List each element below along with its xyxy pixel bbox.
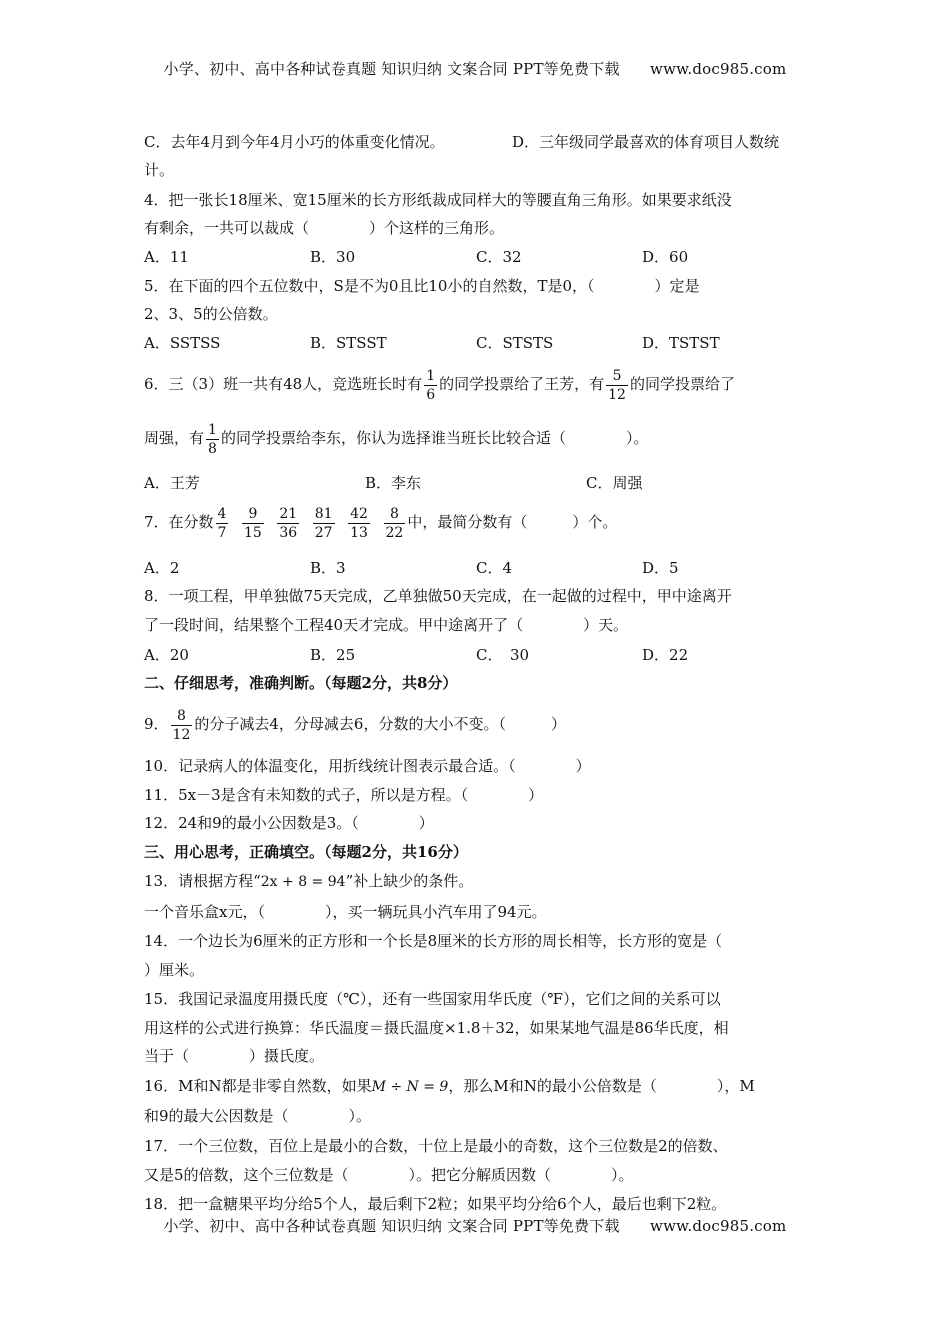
q17-line1: 17．一个三位数，百位上是最小的合数，十位上是最小的奇数，这个三位数是2的倍数、 — [144, 1137, 728, 1155]
q16-line2: 和9的最大公因数是（ ）。 — [144, 1107, 372, 1125]
q8-option-c: C． 30 — [476, 646, 530, 664]
q6-text-c: 的同学投票给了 — [629, 375, 735, 393]
q6-fraction-3 — [206, 421, 219, 458]
q7-frac5-den: 13 — [350, 524, 368, 541]
q6-frac1-num: 1 — [426, 367, 436, 384]
q7-frac1-den: 7 — [217, 524, 227, 541]
q13-line1 — [144, 871, 473, 892]
q4-line1: 4．把一张长18厘米、宽15厘米的长方形纸裁成同样大的等腰直角三角形。如果要求纸没 — [144, 191, 732, 209]
q18-line1: 18．把一盒糖果平均分给5个人，最后剩下2粒；如果平均分给6个人，最后也剩下2粒。 — [144, 1195, 727, 1213]
q8-option-b: B．25 — [310, 646, 356, 664]
q9-fraction — [171, 707, 193, 744]
q4-option-a: A．11 — [144, 248, 189, 266]
q5-line2: 2、3、5的公倍数。 — [144, 305, 278, 323]
q7-frac3-den: 36 — [279, 524, 298, 541]
q3-option-d: D．三年级同学最喜欢的体育项目人数统 — [512, 133, 780, 151]
q12-line: 12．24和9的最小公因数是3。（ ） — [144, 814, 434, 832]
q7-fraction-5 — [348, 505, 370, 542]
q15-line1: 15．我国记录温度用摄氏度（℃），还有一些国家用华氏度（℉），它们之间的关系可以 — [144, 990, 721, 1008]
q8-line1: 8．一项工程，甲单独做75天完成，乙单独做50天完成，在一起做的过程中，甲中途离开 — [144, 587, 732, 605]
section-2-heading: 二、仔细思考，准确判断。（每题2分，共8分） — [144, 674, 458, 692]
q9-text-a: 9． — [144, 715, 169, 733]
q10-line: 10．记录病人的体温变化，用折线统计图表示最合适。（ ） — [144, 757, 591, 775]
q4-option-c: C．32 — [476, 248, 522, 266]
q4-option-d: D．60 — [642, 248, 689, 266]
q9-line — [144, 702, 566, 746]
q6-line1 — [144, 362, 735, 406]
q7-text-b: 中，最简分数有（ ）个。 — [407, 513, 618, 531]
q16-equation: M ÷ N = 9 — [371, 1079, 449, 1095]
q6-option-a: A．王芳 — [144, 474, 200, 492]
q7-fraction-1 — [216, 505, 229, 542]
q13-text-b: ”补上缺少的条件。 — [345, 872, 474, 890]
q15-line2: 用这样的公式进行换算：华氏温度＝摄氏温度×1.8＋32，如果某地气温是86华氏度，相 — [144, 1019, 729, 1037]
q13-line2: 一个音乐盒x元，（ ），买一辆玩具小汽车用了94元。 — [144, 903, 547, 921]
page-footer: 小学、初中、高中各种试卷真题 知识归纳 文案合同 PPT等免费下载 www.doc985.com — [163, 1217, 787, 1235]
q8-option-d: D．22 — [642, 646, 689, 664]
q6-text-b: 的同学投票给了王芳，有 — [439, 375, 605, 393]
q9-frac-den: 12 — [172, 726, 191, 743]
q4-option-b: B．30 — [310, 248, 356, 266]
q5-option-a: A．SSTSS — [144, 334, 221, 352]
q7-frac1-num: 4 — [217, 505, 227, 522]
q15-line3: 当于（ ）摄氏度。 — [144, 1047, 325, 1065]
q4-line2: 有剩余，一共可以裁成（ ）个这样的三角形。 — [144, 219, 505, 237]
q7-frac2-num: 9 — [242, 505, 264, 524]
q5-option-c: C．STSTS — [476, 334, 554, 352]
q7-option-c: C．4 — [476, 559, 513, 577]
q5-option-d: D．TSTST — [642, 334, 720, 352]
q9-frac-num: 8 — [171, 707, 193, 726]
q14-line1: 14．一个边长为6厘米的正方形和一个长是8厘米的长方形的周长相等，长方形的宽是（ — [144, 932, 723, 950]
q16-text-a: 16．M和N都是非零自然数，如果 — [144, 1077, 372, 1095]
q7-option-a: A．2 — [144, 559, 180, 577]
q7-line1 — [144, 500, 617, 544]
q6-frac3-den: 8 — [208, 440, 217, 457]
q5-option-b: B．STSST — [310, 334, 387, 352]
q6-fraction-1 — [424, 367, 437, 404]
q7-frac6-num: 8 — [384, 505, 406, 524]
q7-frac3-num: 21 — [279, 505, 298, 522]
q7-frac5-num: 42 — [350, 505, 368, 522]
q9-text-b: 的分子减去4，分母减去6，分数的大小不变。（ ） — [194, 715, 566, 733]
q13-equation: 2x + 8 = 94 — [260, 874, 346, 890]
q7-fraction-3 — [277, 505, 299, 542]
q14-line2: ）厘米。 — [144, 961, 205, 979]
section-3-heading: 三、用心思考，正确填空。（每题2分，共16分） — [144, 843, 468, 861]
q7-fraction-6 — [384, 505, 406, 542]
q7-text-a: 7．在分数 — [144, 513, 214, 531]
q6-frac2-den: 12 — [608, 386, 626, 403]
q6-text-d: 周强，有 — [144, 429, 205, 447]
q11-line: 11．5x－3是含有未知数的式子，所以是方程。（ ） — [144, 786, 544, 804]
q8-option-a: A．20 — [144, 646, 189, 664]
q6-text-a: 6．三（3）班一共有48人，竞选班长时有 — [144, 375, 423, 393]
q13-text-a: 13．请根据方程“ — [144, 872, 261, 890]
q7-frac2-den: 15 — [244, 524, 262, 541]
q7-fraction-4 — [313, 505, 335, 542]
q17-line2: 又是5的倍数，这个三位数是（ ）。把它分解质因数（ ）。 — [144, 1166, 634, 1184]
q7-option-b: B．3 — [310, 559, 346, 577]
q7-fraction-2 — [242, 505, 264, 542]
q6-frac2-num: 5 — [606, 367, 628, 386]
q7-frac6-den: 22 — [385, 524, 404, 541]
q3-continuation: 计。 — [144, 161, 175, 179]
q6-line2 — [144, 416, 648, 460]
q7-option-d: D．5 — [642, 559, 679, 577]
q8-line2: 了一段时间，结果整个工程40天才完成。甲中途离开了（ ）天。 — [144, 616, 629, 634]
page-header: 小学、初中、高中各种试卷真题 知识归纳 文案合同 PPT等免费下载 www.doc985.com — [163, 60, 787, 78]
q16-text-b: ，那么M和N的最小公倍数是（ ），M — [448, 1077, 755, 1095]
q6-option-c: C．周强 — [586, 474, 643, 492]
q6-option-b: B．李东 — [365, 474, 422, 492]
q7-frac4-num: 81 — [314, 505, 333, 522]
q6-text-e: 的同学投票给李东，你认为选择谁当班长比较合适（ ）。 — [220, 429, 649, 447]
q16-line1 — [144, 1076, 755, 1097]
q6-fraction-2 — [606, 367, 628, 404]
q3-option-c: C．去年4月到今年4月小巧的体重变化情况。 — [144, 133, 445, 151]
q6-frac3-num: 1 — [208, 421, 217, 438]
q7-frac4-den: 27 — [314, 524, 333, 541]
q6-frac1-den: 6 — [426, 386, 436, 403]
q5-line1: 5．在下面的四个五位数中，S是不为0且比10小的自然数，T是0，（ ）定是 — [144, 277, 700, 295]
